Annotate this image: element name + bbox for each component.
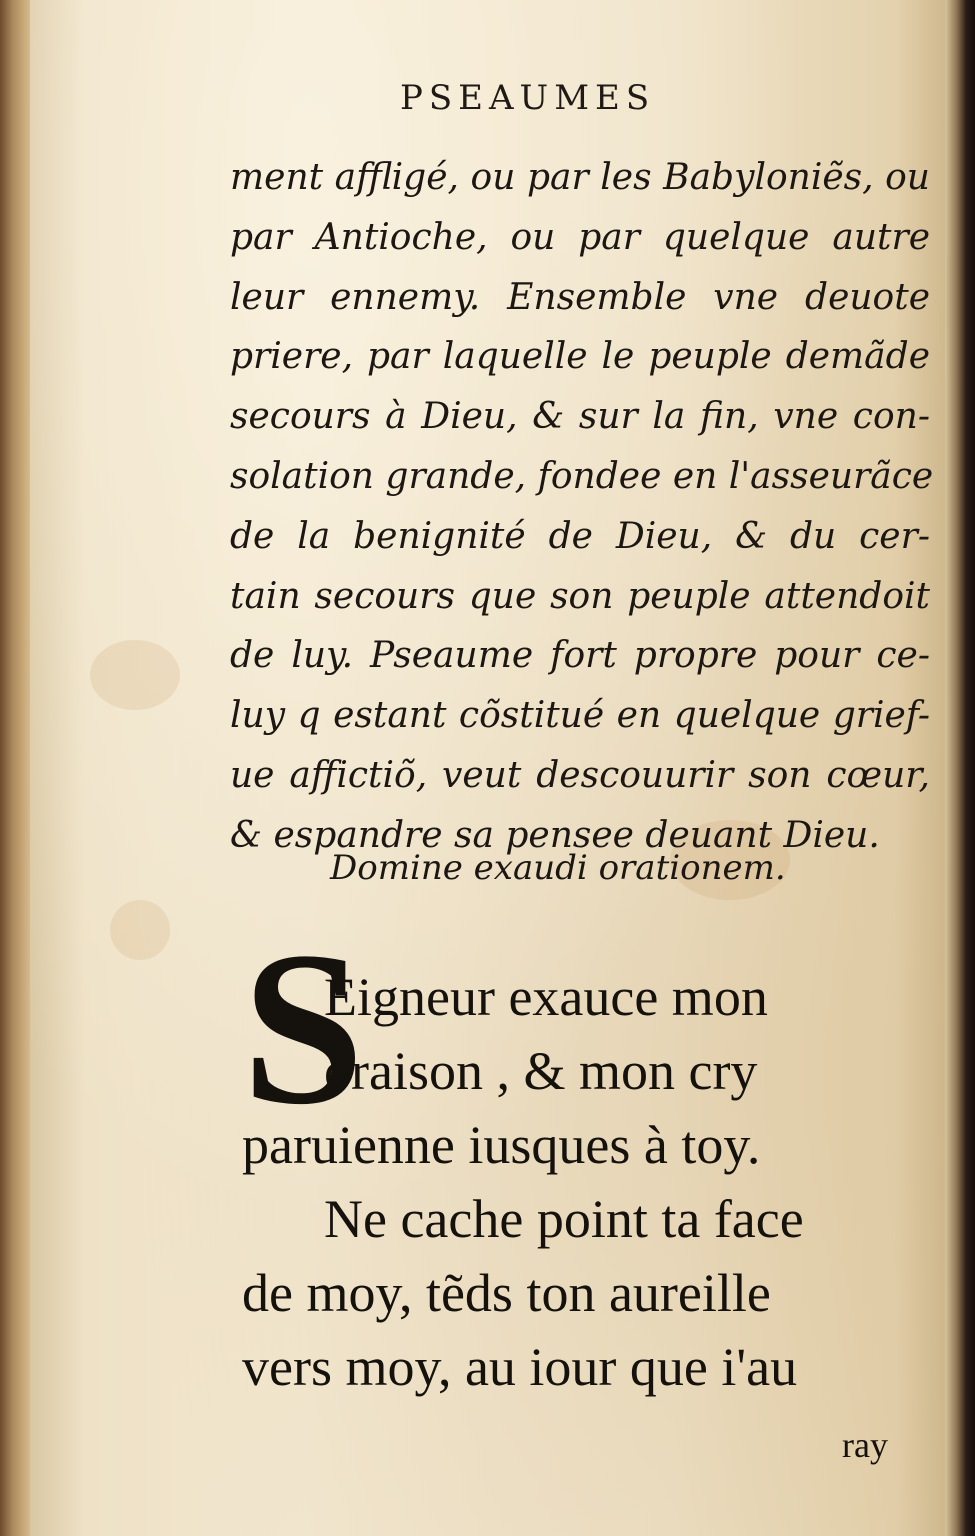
page-edge-shadow — [945, 0, 975, 1536]
psalm-line: Ne cache point ta face — [324, 1189, 804, 1249]
psalm-line: paruienne iusques à toy. — [242, 1115, 761, 1175]
book-page — [30, 0, 950, 1536]
argument-line: solation grande, fondee en l'asseurãce — [230, 455, 934, 497]
psalm-text — [242, 960, 912, 1404]
argument-line: de la benignité de Dieu, & du cer- — [230, 515, 930, 557]
argument-line: de luy. Pseaume fort propre pour ce- — [230, 635, 930, 677]
argument-line: leur ennemy. Ensemble vne deuote — [230, 276, 930, 318]
catchword: ray — [842, 1425, 888, 1465]
paper-stain — [90, 640, 180, 710]
psalm-argument — [230, 148, 934, 866]
binding-edge — [0, 0, 34, 1536]
psalm-line: oraison , & mon cry — [324, 1041, 758, 1101]
argument-line: secours à Dieu, & sur la fin, vne con- — [230, 396, 930, 438]
paper-stain — [110, 900, 170, 960]
argument-line: tain secours que son peuple attendoit — [230, 575, 930, 617]
psalm-line: vers moy, au iour que i'au — [242, 1337, 798, 1397]
psalm-line: Eigneur exauce mon — [324, 967, 768, 1027]
argument-line: luy q estant cõstitué en quelque grief- — [230, 695, 930, 737]
argument-line: & espandre sa pensee deuant Dieu. — [230, 814, 880, 856]
psalm-incipit: Domine exaudi orationem. — [330, 848, 786, 888]
psalm-line: de moy, tẽds ton aureille — [242, 1263, 771, 1323]
argument-line: priere, par laquelle le peuple demãde — [230, 336, 930, 378]
argument-line: par Antioche, ou par quelque autre — [230, 216, 930, 258]
drop-cap: S — [242, 906, 365, 1150]
argument-line: ment affligé, ou par les Babyloniẽs, ou — [230, 157, 930, 198]
argument-line: ue affictiõ, veut descouurir son cœur, — [230, 754, 930, 796]
running-header: PSEAUMES — [400, 78, 656, 118]
